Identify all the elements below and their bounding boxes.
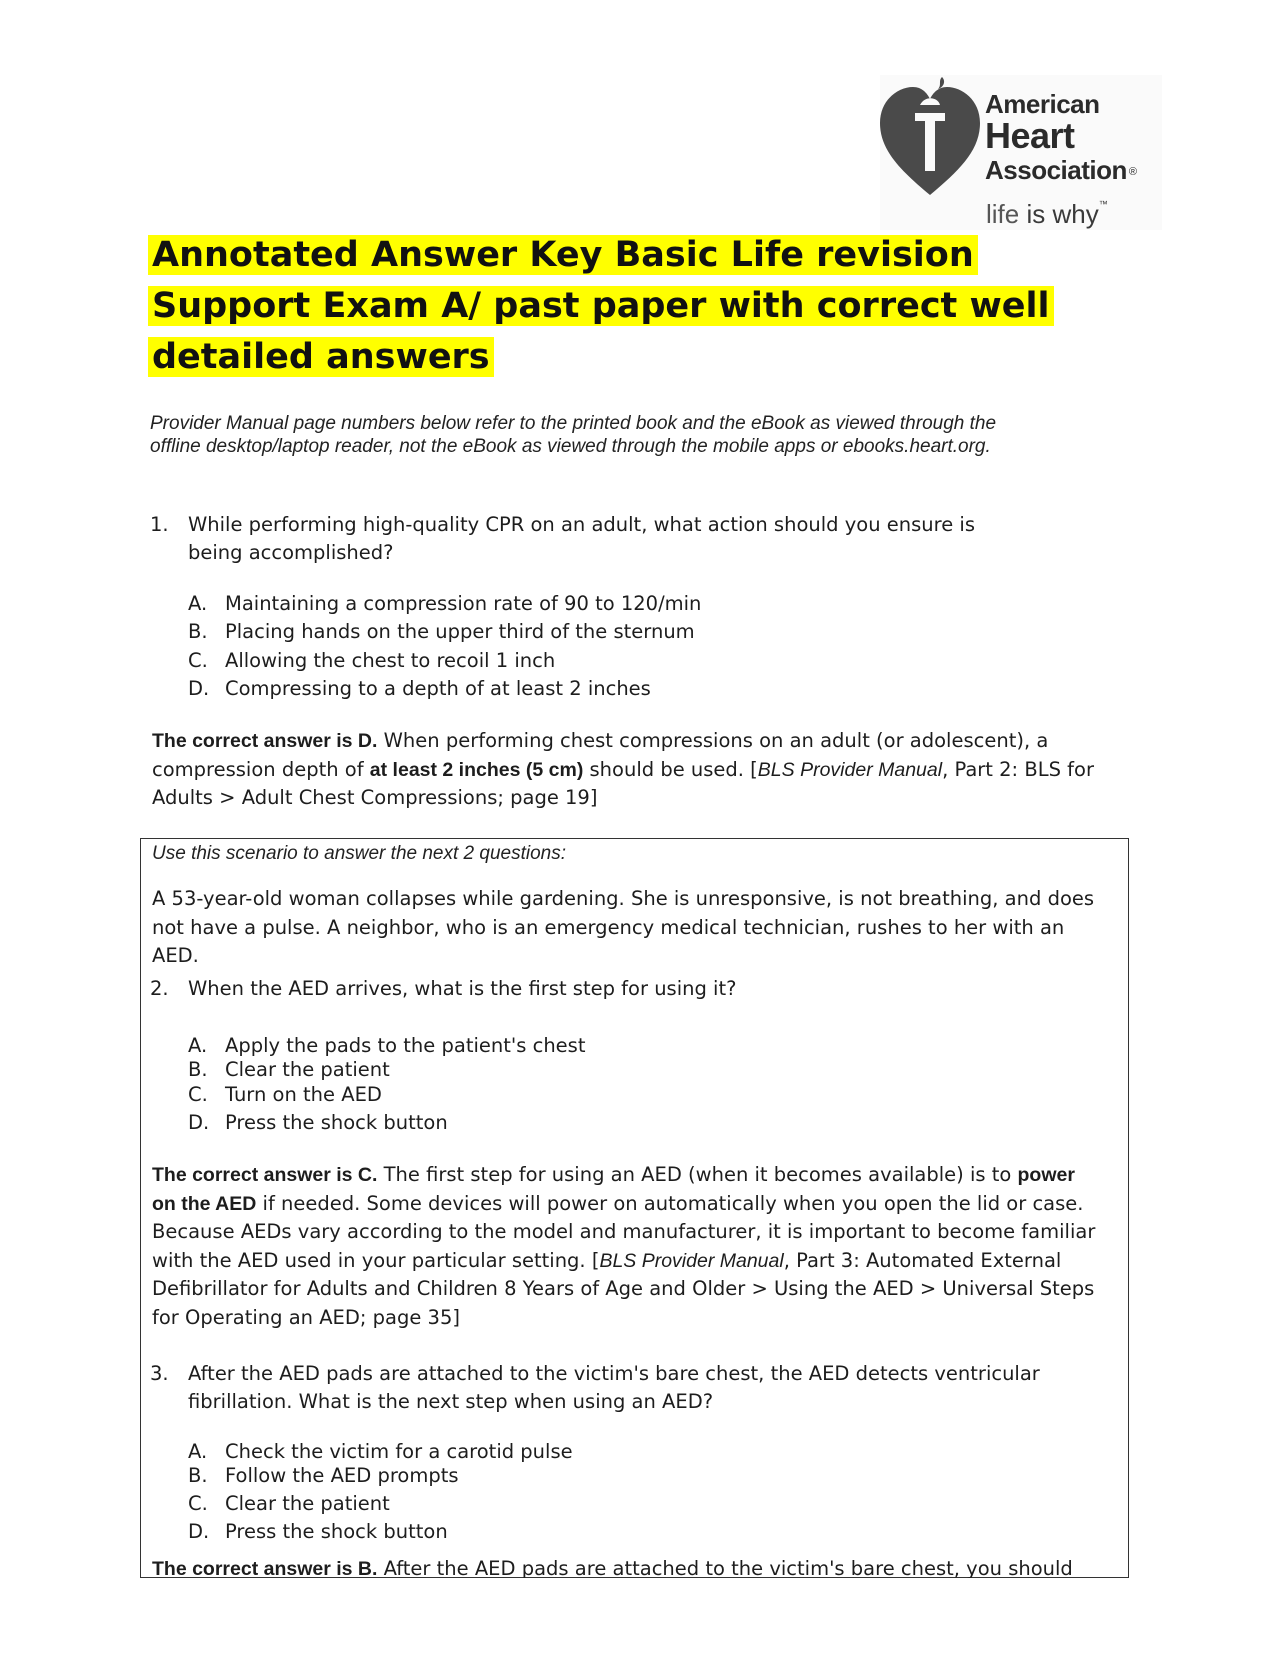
- option-d: D. Compressing to a depth of at least 2 inches: [188, 677, 651, 700]
- question-3: [150, 1360, 1080, 1420]
- question-text-line2: being accomplished?: [188, 541, 394, 564]
- answer-3-clipped: [140, 1560, 1129, 1578]
- option-a: A. Maintaining a compression rate of 90 to 120/min: [188, 592, 702, 615]
- question-text-line2: fibrillation. What is the next step when using an AED?: [188, 1390, 714, 1413]
- intro-note: Provider Manual page numbers below refer to the printed book and the eBook as viewed through the offline desktop/laptop reader, not the eBook as viewed through the mobile apps or ebooks.heart.org.: [150, 413, 997, 457]
- option-b: B. Placing hands on the upper third of the sternum: [188, 620, 695, 643]
- logo-line-association: Association ®: [985, 155, 1137, 185]
- logo-tagline: life is why™: [986, 199, 1108, 229]
- scenario-text: A 53-year-old woman collapses while gardening. She is unresponsive, is not breathing, and does not have a pulse. A neighbor, who is an emergency medical technician, rushes to her with an AED.: [152, 887, 1095, 967]
- question-number: 1.: [150, 513, 169, 536]
- registered-mark: ®: [1128, 166, 1137, 179]
- answer-2: The correct answer is C. The first step for using an AED (when it becomes available) is to power on the AED if needed. Some devices will power on automatically when you open the lid or case. Because AEDs vary according to the model and manufacturer, it is important to become familiar with the AED used in your particular setting. [BLS Provider Manual, Part 3: Automated External Defibrillator for Adults and Children 8 Years of Age and Older > Using the AED > Universal Steps for Operating an AED; page 35]: [152, 1163, 1096, 1329]
- question-2: [150, 975, 1050, 1005]
- answer-3: The correct answer is B. After the AED pads are attached to the victim's bare chest, you should: [152, 1560, 1073, 1578]
- question-text-line1: While performing high-quality CPR on an adult, what action should you ensure is: [188, 513, 975, 536]
- option-d: D. Press the shock button: [188, 1111, 448, 1134]
- option-d: D. Press the shock button: [188, 1520, 448, 1543]
- aha-logo: [880, 75, 1162, 230]
- option-c: C. Turn on the AED: [188, 1083, 382, 1106]
- logo-line-heart: Heart: [985, 115, 1075, 156]
- question-number: 2.: [150, 977, 169, 1000]
- option-c: C. Allowing the chest to recoil 1 inch: [188, 649, 556, 672]
- question-text-line1: When the AED arrives, what is the first step for using it?: [188, 977, 737, 1000]
- option-a: A. Apply the pads to the patient's chest: [188, 1034, 586, 1057]
- option-b: B. Follow the AED prompts: [188, 1464, 459, 1487]
- question-number: 3.: [150, 1362, 169, 1385]
- question-text-line1: After the AED pads are attached to the victim's bare chest, the AED detects ventricular: [188, 1362, 1040, 1385]
- option-b: B. Clear the patient: [188, 1058, 390, 1081]
- document-title: Annotated Answer Key Basic Life revision Support Exam A/ past paper with correct well detailed answers: [148, 230, 1108, 383]
- question-1: [150, 511, 1050, 571]
- scenario-intro: Use this scenario to answer the next 2 questions:: [152, 843, 567, 864]
- heart-torch-icon: [880, 75, 980, 200]
- option-a: A. Check the victim for a carotid pulse: [188, 1440, 573, 1463]
- logo-line-american: American: [985, 89, 1100, 119]
- answer-1: The correct answer is D. When performing chest compressions on an adult (or adolescent), a compression depth of at least 2 inches (5 cm) should be used. [BLS Provider Manual, Part 2: BLS for Adults > Adult Chest Compressions; page 19]: [152, 729, 1094, 809]
- option-c: C. Clear the patient: [188, 1492, 390, 1515]
